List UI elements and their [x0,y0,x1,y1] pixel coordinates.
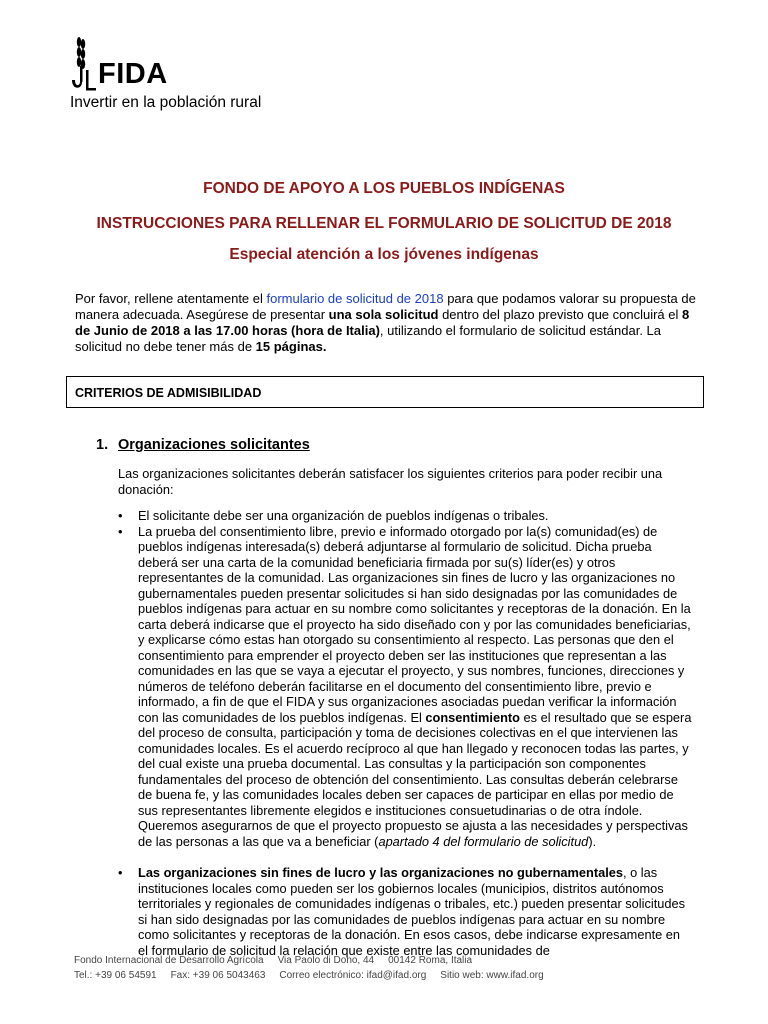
bullet-1-text: El solicitante debe ser una organización de pueblos indígenas o tribales. [138,508,549,523]
footer-line-1 [74,953,558,968]
bullet-3-text: , o las instituciones locales como pueden ser los gobiernos locales (municipios, distritos autónomos territoriales y regionales de comunidades indígenas o tribales, etc.) pueden presentar solicitudes si han sido designadas por las comunidades de pueblos indígenas para actuar en su nombre como solicitantes y receptoras de la donación. En esos casos, debe indicarse expresamente en el formulario de solicitud la relación que existe entre las comunidades de [138,865,686,958]
footer-email[interactable]: Correo electrónico: ifad@ifad.org [279,970,427,981]
intro-text-2: para que podamos valorar su propuesta de manera adecuada. Asegúrese de presentar [75,291,696,322]
intro-text-3: dentro del plazo previsto que concluirá el [438,307,683,322]
list-item [118,865,693,958]
footer-web[interactable]: Sitio web: www.ifad.org [440,970,544,981]
footer-tel: Tel.: +39 06 54591 [74,970,157,981]
intro-bold-deadline: 8 de Junio de 2018 a las 17.00 horas (hora de Italia) [75,307,690,338]
logo-tagline: Invertir en la población rural [70,94,262,111]
footer-city: 00142 Roma, Italia [388,955,473,966]
subsection-lead-paragraph: Las organizaciones solicitantes deberán satisfacer los siguientes criterios para poder recibir una donación: [118,466,663,497]
wheat-logo-icon [70,36,100,92]
criteria-list [118,508,693,958]
page-footer [74,953,558,983]
application-form-link[interactable]: formulario de solicitud de 2018 [266,291,444,306]
document-title: FONDO DE APOYO A LOS PUEBLOS INDÍGENAS [203,180,565,197]
intro-bold-single-application: una sola solicitud [328,307,439,322]
footer-line-2 [74,968,558,983]
intro-bold-page-limit: 15 páginas. [255,339,327,354]
subsection-heading [96,437,310,453]
intro-paragraph [75,291,705,355]
footer-org: Fondo Internacional de Desarrollo Agrícola [74,955,264,966]
bullet-2-text-a: La prueba del consentimiento libre, previo e informado otorgado por la(s) comunidad(es) de pueblos indígenas interesada(s) deberá adjuntarse al formulario de solicitud. Dicha prueba deberá ser una carta de la comunidad beneficiaria firmada por su(s) líder(es) y otros representantes de la comunidad. Las organizaciones sin fines de lucro y las organizaciones no gubernamentales pueden presentar solicitudes si han sido designadas por las comunidades de pueblos indígenas para actuar en su nombre como solicitantes y receptoras de la donación. En la carta deberá indicarse que el proyecto ha sido diseñado con y por las comunidades beneficiarias, y explicarse cómo estas han otorgado su consentimiento al respecto. Las personas que den el consentimiento para emprender el proyecto deben ser las instituciones que representan a las comunidades en las que se vaya a ejecutar el proyecto, y sus nombres, funciones, direcciones y números de teléfono deberán facilitarse en el documento del consentimiento libre, previo e informado, a fin de que el FIDA y sus organizaciones asociadas puedan verificar la información con las comunidades de los pueblos indígenas. El [138,523,691,725]
document-subtitle: Especial atención a los jóvenes indígenas [229,246,539,263]
subsection-number: 1. [96,437,109,453]
intro-text-4: , utilizando el formulario de solicitud estándar. La solicitud no debe tener más de [75,323,662,354]
intro-text-1: Por favor, rellene atentamente el [75,291,267,306]
list-item [118,508,693,524]
bullet-2-italic: apartado 4 del formulario de solicitud [378,833,589,849]
bullet-2-end: ). [588,833,597,849]
section-header-eligibility: CRITERIOS DE ADMISIBILIDAD [66,376,704,408]
bullet-2-text-b: es el resultado que se espera del proceso de consulta, participación y toma de decisiones colectivas en el que intervienen las comunidades locales. Es el acuerdo recíproco al que han llegado y reconocen todas las partes, y del cual existe una prueba documental. Las consultas y la participación son componentes fundamentales del proceso de obtención del consentimiento. Las consultas deberán celebrarse de buena fe, y las comunidades locales deben ser capaces de participar en ellas por medio de sus representantes libremente elegidos e instituciones consuetudinarias o de otra índole. Queremos asegurarnos de que el proyecto propuesto se ajusta a las necesidades y perspectivas de las personas a las que va a beneficiar ( [138,709,692,849]
footer-address: Via Paolo di Dono, 44 [277,955,375,966]
bullet-2-bold: consentimiento [425,709,520,725]
subsection-title: Organizaciones solicitantes [118,437,310,453]
bullet-3-bold: Las organizaciones sin fines de lucro y las organizaciones no gubernamentales [138,865,624,880]
logo-wordmark: FIDA [98,58,168,90]
document-instructions-title: INSTRUCCIONES PARA RELLENAR EL FORMULARIO DE SOLICITUD DE 2018 [96,215,672,232]
footer-fax: Fax: +39 06 5043463 [170,970,266,981]
list-item [118,524,693,850]
